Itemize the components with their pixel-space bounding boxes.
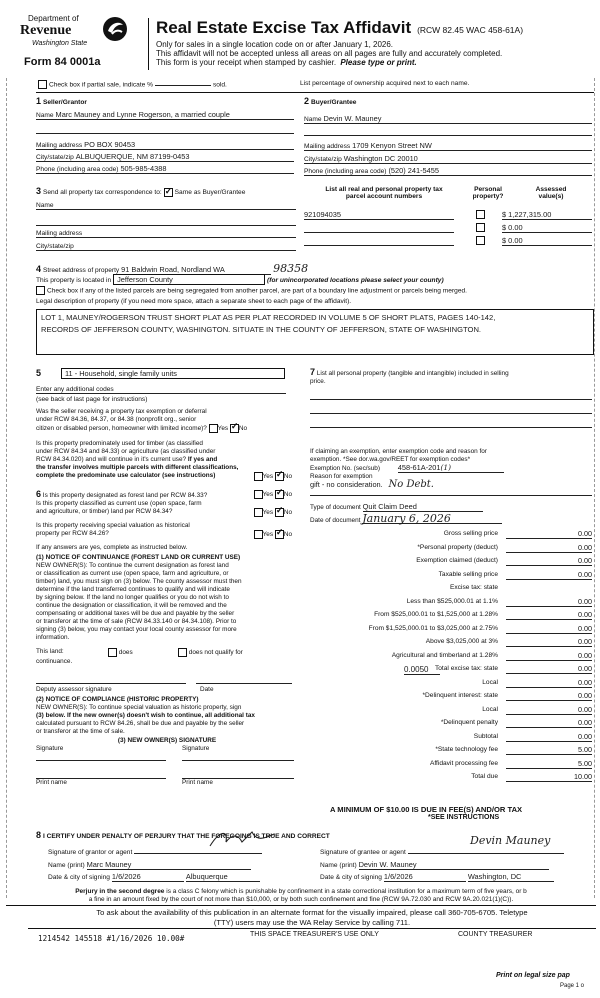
partial-sale-row: Check box if partial sale, indicate % sold.: [38, 80, 227, 89]
title-text: Real Estate Excise Tax Affidavit: [156, 18, 412, 37]
forest-yes-checkbox[interactable]: [254, 490, 263, 499]
grantee-city-field[interactable]: Washington, DC: [468, 872, 554, 882]
parcel-row: [304, 223, 594, 234]
tax-row-value[interactable]: 0.00: [506, 529, 592, 539]
grantor-date-field[interactable]: 1/6/2026: [112, 872, 184, 882]
tax-row-label: Local: [482, 678, 498, 686]
grantor-name-field[interactable]: Marc Mauney: [87, 860, 251, 870]
tax-row: [310, 596, 594, 610]
notice-continuance-text: NEW OWNER(S): To continue the current designation as forest land or classification as current use (open space, farm and agriculture, or timber) land, you must sign on (3) below. The county assessor must then determine if the land transferred continues to qualify and will indicate by signing below. If the land no longer qualifies or you do not wish to continue the designation or classification, it will be removed and the compensating or additional taxes will be due and payable by the seller or transferor at the time of sale (RCW 84.33.140 or 84.34.108). Prior to signing (3) below, you may contact your local county assessor for more information.: [36, 562, 242, 641]
new-owner-print-1[interactable]: [36, 769, 166, 779]
exemption-no-checkbox[interactable]: [230, 424, 239, 433]
revenue-swoosh-icon: [102, 16, 128, 42]
does-checkbox[interactable]: [108, 648, 117, 657]
county-treasurer-label: COUNTY TREASURER: [458, 931, 533, 938]
exemption-reason-field[interactable]: gift - no consideration.: [310, 480, 383, 489]
timber-no-checkbox[interactable]: [275, 472, 284, 481]
seller-csz-field[interactable]: ALBUQUERQUE, NM 87199-0453: [75, 152, 190, 161]
grantor-city-field[interactable]: Albuquerque: [186, 872, 260, 882]
street-row: 4 Street address of property 91 Baldwin Road, Nordland WA 98358: [36, 262, 309, 275]
parcel-table: List all real and personal property tax parcel account numbers Personal property? Assessed value(s) 921094035 $ 1,227,315.00 $ 0.00 $ 0.00: [304, 186, 594, 256]
segregation-checkbox[interactable]: [36, 286, 45, 295]
header-sub-1: Only for sales in a single location code on or after January 1, 2026.: [156, 40, 394, 49]
zip-handwritten: 98358: [273, 262, 309, 275]
county-select[interactable]: Jefferson County: [113, 274, 265, 285]
correspondence-section: 3 Send all property tax correspondence to: ✓ Same as Buyer/Grantee Name Mailing address City/state/zip: [36, 186, 298, 254]
parcel-row: [304, 236, 594, 247]
header-sub-3: This form is your receipt when stamped by cashier. Please type or print.: [156, 58, 417, 67]
forest-question: 6 Is this property designated as forest land per RCW 84.33? Yes ✓ No Is this property classified as current use (open space, farm and agriculture, or timber) land per RCW 84.34? Yes ✓ No Is this property receiving special valuation as historical property per RCW 84.26? Yes ✓ No If any answers are yes, complete as instructed below. (1) NOTICE OF CONTINUANCE (FOREST LAND OR CURRENT USE) NEW OWNER(S): To continue the current designation as forest land or classification as current use (open space, farm and agriculture, or timber) land, you must sign on (3) below. The county assessor must then determine if the land transferred continues to qualify and will indicate by signing below. If the land no longer qualifies or you do not wish to continue the designation or classification, it will be removed and the compensating or additional taxes will be due and payable by the seller or transferor at the time of sale (RCW 84.33.140 or 84.34.108). Prior to signing (3) below, you may contact your local county assessor for more information. This land: does does not qualify for continuance. Deputy assessor signature Date (2) NOTICE OF COMPLIANCE (HISTORIC PROPERTY) NEW OWNER(S): To continue special valuation as historic property, sign (3) below. If the new owner(s) doesn't wish to continue, all additional tax calculated pursuant to RCW 84.26, shall be due and payable by the seller or transferor at the time of sale. (3) NEW OWNER(S) SIGNATURE Signature Signature Print name Print name: [36, 490, 298, 789]
tax-row-label: Less than $525,000.01 at 1.1%: [406, 597, 498, 605]
receipt-stamp: 1214542 145518 #1/16/2026 10.00#: [38, 934, 185, 943]
personal-property-checkbox[interactable]: [476, 210, 485, 219]
tax-row-label: Total due: [471, 773, 498, 780]
timber-yes-checkbox[interactable]: [254, 472, 263, 481]
tax-row: [310, 717, 594, 731]
personal-property-checkbox[interactable]: [476, 223, 485, 232]
tax-row: [310, 758, 594, 772]
property-street-field[interactable]: 91 Baldwin Road, Nordland WA: [121, 265, 271, 275]
tax-row: [310, 636, 594, 650]
parcel-account-field[interactable]: [304, 236, 454, 246]
exemption-number-field[interactable]: 458-61A-201(1): [398, 464, 504, 473]
buyer-name-field[interactable]: Devin W. Mauney: [323, 114, 382, 123]
deputy-date-field[interactable]: [196, 676, 292, 684]
tax-row-label: *Delinquent penalty: [440, 719, 498, 726]
additional-codes-field[interactable]: [116, 386, 176, 393]
exemption-section: If claiming an exemption, enter exemption code and reason for exemption. *See dor.wa.gov/REET for exemption codes* Exemption No. (sec/sub) 458-61A-201(1) Reason for exemption gift - no consideration. No Debt.: [310, 448, 594, 496]
page-title: [156, 18, 523, 38]
tax-row-value[interactable]: 0.00: [506, 637, 592, 647]
tax-row-label: *Delinquent interest: state: [422, 692, 498, 699]
left-margin-dash: [6, 78, 7, 898]
title-cite: (RCW 82.45 WAC 458-61A): [417, 25, 524, 35]
parcel-account-field[interactable]: 921094035: [304, 210, 454, 220]
tax-row-label: Gross selling price: [443, 530, 498, 537]
historic-no-checkbox[interactable]: [275, 530, 284, 539]
tax-row-label: Total excise tax: state: [434, 665, 498, 672]
tax-row-value[interactable]: 0.00: [506, 678, 592, 688]
parcel-account-field[interactable]: [304, 223, 454, 233]
legal-size-note: Print on legal size pap: [496, 972, 570, 979]
tax-row: [310, 744, 594, 758]
header-sub-2: This affidavit will not be accepted unless all areas on all pages are fully and accurately completed.: [156, 49, 503, 58]
historic-yes-checkbox[interactable]: [254, 530, 263, 539]
grantor-signature-block: Signature of grantor or agent Name (print) Marc Mauney Date & city of signing 1/6/2026 Albuquerque: [48, 842, 298, 886]
new-owner-print-2[interactable]: [182, 769, 294, 779]
seller-mail-field[interactable]: PO BOX 90453: [84, 140, 136, 149]
tax-row-value[interactable]: 0.00: [506, 597, 592, 607]
personal-property-field[interactable]: [310, 386, 592, 400]
personal-property-checkbox[interactable]: [476, 236, 485, 245]
grantee-signature-field[interactable]: [408, 846, 564, 854]
tax-row-label: From $1,525,000.01 to $3,025,000 at 2.75%: [368, 624, 498, 632]
tax-row: [310, 677, 594, 691]
codes-row: Enter any additional codes (see back of last page for instructions): [36, 386, 298, 403]
tax-row-label: Taxable selling price: [438, 570, 498, 578]
tax-row-label: Exemption claimed (deduct): [416, 557, 498, 564]
timber-question: Is this property predominately used for timber (as classified under RCW 84.34 and 84.33) or agriculture (as classified under RCW 84.34.020) and will continue in it's current use? If yes and the transfer involves multiple parcels with different classifications, complete the predominate use calculator (see instructions) Yes ✓ No: [36, 440, 298, 480]
tax-row-label: Excise tax: state: [449, 584, 498, 591]
tax-row: [310, 582, 594, 596]
tax-row: [310, 623, 594, 637]
exemption-yes-checkbox[interactable]: [209, 424, 218, 433]
header-divider: [148, 18, 149, 70]
perjury-notice: Perjury in the second degree is a class C felony which is punishable by confinement in a state correctional institution for a maximum term of five years, or b a fine in an amount fixed by the court of not more than $10,000, or by both such confinement and fine (RCW 9A.72.030 and RCW 9A.20.021(1)(C)).: [6, 888, 596, 906]
buyer-csz-field[interactable]: Washington DC 20010: [343, 154, 418, 163]
current-use-yes-checkbox[interactable]: [254, 508, 263, 517]
grantor-signature-scribble-icon: [208, 828, 278, 852]
buyer-section: 2 Buyer/Grantee Name Devin W. Mauney Mailing address 1709 Kenyon Street NW City/state/zip Washington DC 20010 Phone (including area code) (520) 241-5455: [304, 95, 594, 177]
tax-row: [310, 690, 594, 704]
tax-row-value[interactable]: 0.00: [506, 556, 592, 566]
tax-row: [310, 609, 594, 623]
personal-property-section: 7 List all personal property (tangible and intangible) included in selling price.: [310, 368, 594, 428]
tax-row-value[interactable]: 0.00: [506, 543, 592, 553]
land-use-select[interactable]: 11 - Household, single family units: [61, 368, 285, 379]
tax-row-label: Above $3,025,000 at 3%: [425, 638, 498, 645]
buyer-phone-field[interactable]: (520) 241-5455: [388, 166, 439, 175]
forest-no-checkbox[interactable]: [275, 490, 284, 499]
assessed-value-field[interactable]: $ 1,227,315.00: [502, 210, 592, 220]
tax-row-value[interactable]: 0.00: [506, 718, 592, 728]
top-rule: [36, 92, 594, 93]
legal-description-field[interactable]: LOT 1, MAUNEY/ROGERSON TRUST SHORT PLAT AS PER PLAT RECORDED IN VOLUME 5 OF SHORT PLATS, PAGES 140-142, RECORDS OF JEFFERSON COUNTY, WASHINGTON. SITUATE IN THE COUNTY OF JEFFERSON, STATE OF WASHINGTON.: [36, 309, 594, 355]
tax-row-value[interactable]: 5.00: [506, 759, 592, 769]
right-margin-dash: [594, 78, 595, 898]
tax-row-value[interactable]: 0.00: [506, 664, 592, 674]
reason-handwritten: No Debt.: [388, 479, 434, 490]
doc-type-row: Type of document Quit Claim Deed: [310, 503, 483, 512]
doc-date-field[interactable]: January 6, 2026: [362, 515, 502, 524]
revenue-label: Revenue: [20, 23, 72, 38]
partial-percent-field[interactable]: [155, 85, 211, 86]
parcel-row: [304, 210, 594, 221]
tax-row: [310, 771, 594, 785]
tax-row: [310, 555, 594, 569]
revenue-logo: [18, 14, 136, 58]
tax-row-value[interactable]: 0.00: [506, 732, 592, 742]
tax-row-label: From $525,000.01 to $1,525,000 at 1.28%: [374, 611, 498, 618]
accessibility-notice: To ask about the availability of this publication in an alternate format for the visually impaired, please call 360-705-6705. Teletype (TTY) users may use the WA Relay Service by calling 711.: [28, 908, 596, 929]
tax-row-label: *State technology fee: [435, 746, 498, 753]
doc-date-row: Date of document January 6, 2026: [310, 515, 502, 525]
tax-row-value[interactable]: 0.00: [506, 691, 592, 701]
minimum-notice: A MINIMUM OF $10.00 IS DUE IN FEE(S) AND/OR TAX *SEE INSTRUCTIONS: [330, 805, 523, 821]
tax-row: [310, 663, 594, 677]
form-number: Form 84 0001a: [24, 56, 101, 68]
seller-section: 1 Seller/Grantor Name Marc Mauney and Lynne Rogerson, a married couple Mailing address PO BOX 90453 City/state/zip ALBUQUERQUE, NM 87199-0453 Phone (including area code) 505-985-4388: [36, 95, 296, 177]
tax-row-label: Agricultural and timberland at 1.28%: [391, 651, 498, 659]
ownership-note: List percentage of ownership acquired next to each name.: [300, 80, 470, 87]
tax-row: [310, 704, 594, 718]
segregation-row: Check box if any of the listed parcels are being segregated from another parcel, are part of a boundary line adjustment or parcels being merged.: [36, 286, 467, 295]
tax-row-value[interactable]: 0.00: [506, 610, 592, 620]
tax-row-value[interactable]: 0.00: [506, 705, 592, 715]
tax-row-label: Local: [482, 705, 498, 713]
tax-row: [310, 569, 594, 583]
tax-row-value[interactable]: 0.00: [506, 570, 592, 580]
county-row: This property is located in Jefferson County (for unincorporated locations please select your county): [36, 275, 444, 284]
deputy-signature-field[interactable]: [36, 676, 186, 684]
buyer-mail-field[interactable]: 1709 Kenyon Street NW: [352, 141, 432, 150]
page-number: Page 1 o: [560, 983, 585, 989]
land-use-row: 5 11 - Household, single family units: [36, 368, 285, 379]
tax-row: [310, 731, 594, 745]
tax-row: [310, 650, 594, 664]
local-rate: [404, 665, 440, 675]
does-not-checkbox[interactable]: [178, 648, 187, 657]
grantee-signature-block: Signature of grantee or agent Devin Mauney Name (print) Devin W. Mauney Date & city of signing 1/6/2026 Washington, DC: [320, 842, 594, 886]
tax-row: [310, 542, 594, 556]
local-rate-field[interactable]: 0.0050: [404, 665, 440, 675]
legal-desc-label: Legal description of property (if you need more space, attach a separate sheet to each page of the affidavit).: [36, 298, 352, 305]
tax-row-value[interactable]: 5.00: [506, 745, 592, 755]
assessed-value-field[interactable]: $ 0.00: [502, 236, 592, 246]
tax-row-label: *Personal property (deduct): [417, 543, 498, 551]
tax-row: [310, 528, 594, 542]
exemption-question: Was the seller receiving a property tax exemption or deferral under RCW 84.36, 84.37, or 84.38 (nonprofit org., senior citizen or disabled person, homeowner with limited income)? Yes ✓ No: [36, 408, 298, 433]
partial-sale-checkbox[interactable]: [38, 80, 47, 89]
grantee-name-field[interactable]: Devin W. Mauney: [359, 860, 549, 870]
treasurer-use-label: THIS SPACE TREASURER'S USE ONLY: [250, 931, 379, 938]
tax-row-value[interactable]: 10.00: [506, 772, 592, 782]
tax-row-label: Affidavit processing fee: [429, 759, 498, 767]
assessed-value-field[interactable]: $ 0.00: [502, 223, 592, 233]
seller-name-field[interactable]: Marc Mauney and Lynne Rogerson, a married couple: [55, 110, 230, 119]
dept-label: Department of: [28, 14, 79, 23]
state-label: Washington State: [32, 40, 88, 47]
seller-phone-field[interactable]: 505-985-4388: [120, 164, 167, 173]
grantee-date-field[interactable]: 1/6/2026: [384, 872, 466, 882]
current-use-no-checkbox[interactable]: [275, 508, 284, 517]
tax-row-label: Subtotal: [473, 732, 498, 740]
tax-row-value[interactable]: 0.00: [506, 624, 592, 634]
doc-type-field[interactable]: Quit Claim Deed: [363, 503, 483, 512]
grantee-signature-handwritten: Devin Mauney: [470, 834, 551, 847]
certify-row: 8 I CERTIFY UNDER PENALTY OF PERJURY THAT THE FOREGOING IS TRUE AND CORRECT: [36, 830, 330, 840]
same-as-buyer-checkbox[interactable]: [164, 188, 173, 197]
tax-row-value[interactable]: 0.00: [506, 651, 592, 661]
